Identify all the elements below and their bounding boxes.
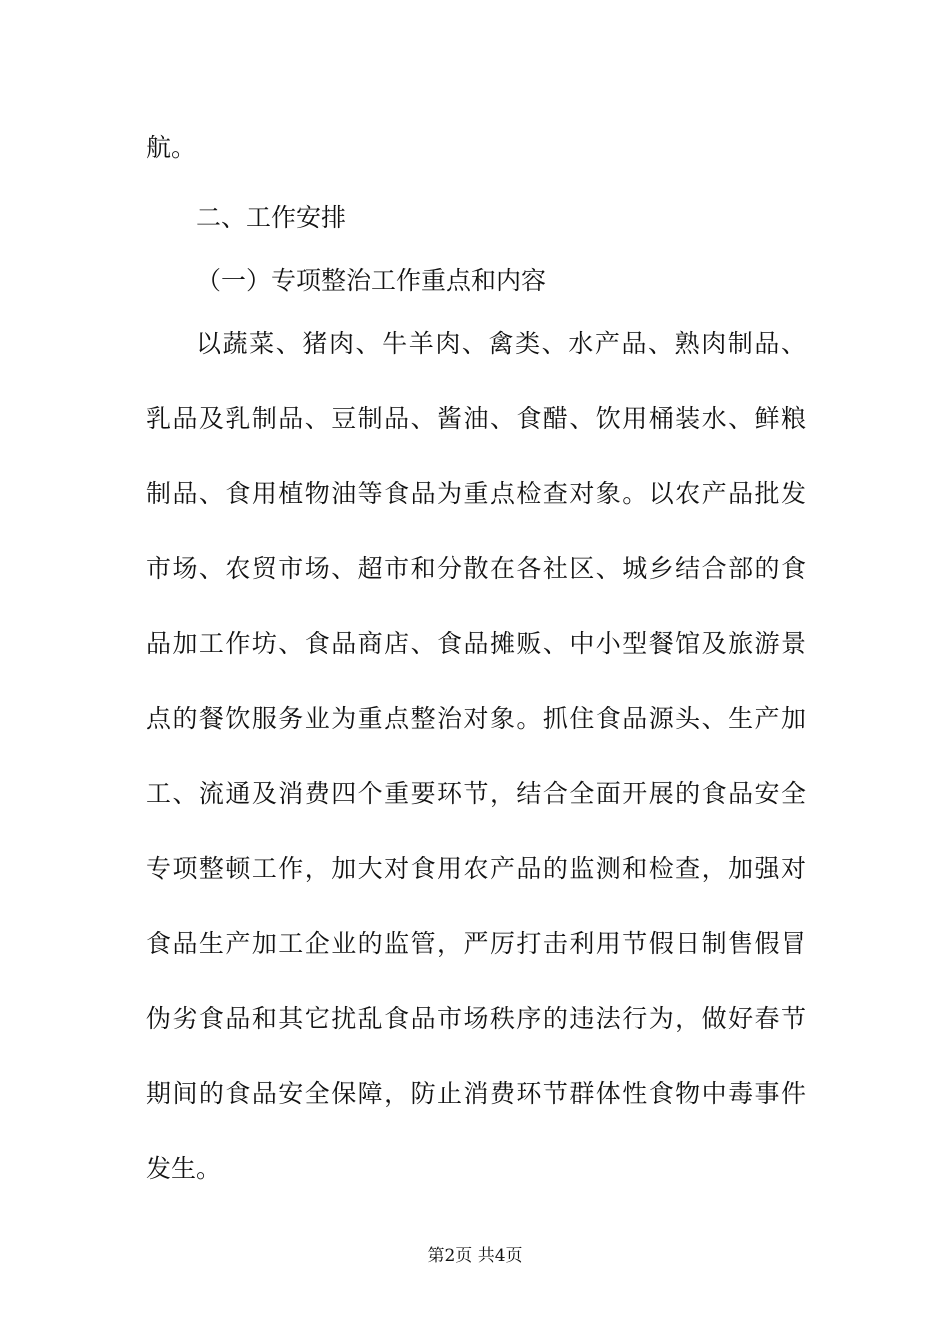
- paragraph-line: 市场、农贸市场、超市和分散在各社区、城乡结合部的食: [146, 554, 806, 583]
- paragraph-line: 品加工作坊、食品商店、食品摊贩、中小型餐馆及旅游景: [146, 629, 806, 658]
- paragraph-line: 发生。: [146, 1154, 222, 1183]
- paragraph-line: 乳品及乳制品、豆制品、酱油、食醋、饮用桶装水、鲜粮: [146, 404, 806, 433]
- paragraph-line: 期间的食品安全保障，防止消费环节群体性食物中毒事件: [146, 1079, 806, 1108]
- continuation-text: 航。: [146, 133, 197, 162]
- paragraph-line: 工、流通及消费四个重要环节，结合全面开展的食品安全: [146, 779, 806, 808]
- paragraph-line: 专项整顿工作，加大对食用农产品的监测和检查，加强对: [146, 854, 806, 883]
- paragraph-line: 点的餐饮服务业为重点整治对象。抓住食品源头、生产加: [146, 704, 806, 733]
- subsection-heading: （一）专项整治工作重点和内容: [196, 266, 547, 295]
- paragraph-line: 以蔬菜、猪肉、牛羊肉、禽类、水产品、熟肉制品、: [196, 329, 806, 358]
- paragraph-line: 食品生产加工企业的监管，严厉打击利用节假日制售假冒: [146, 929, 806, 958]
- section-heading: 二、工作安排: [196, 203, 347, 232]
- paragraph-line: 制品、食用植物油等食品为重点检查对象。以农产品批发: [146, 479, 806, 508]
- paragraph-line: 伪劣食品和其它扰乱食品市场秩序的违法行为，做好春节: [146, 1004, 806, 1033]
- page-footer: 第2页 共4页: [427, 1246, 523, 1266]
